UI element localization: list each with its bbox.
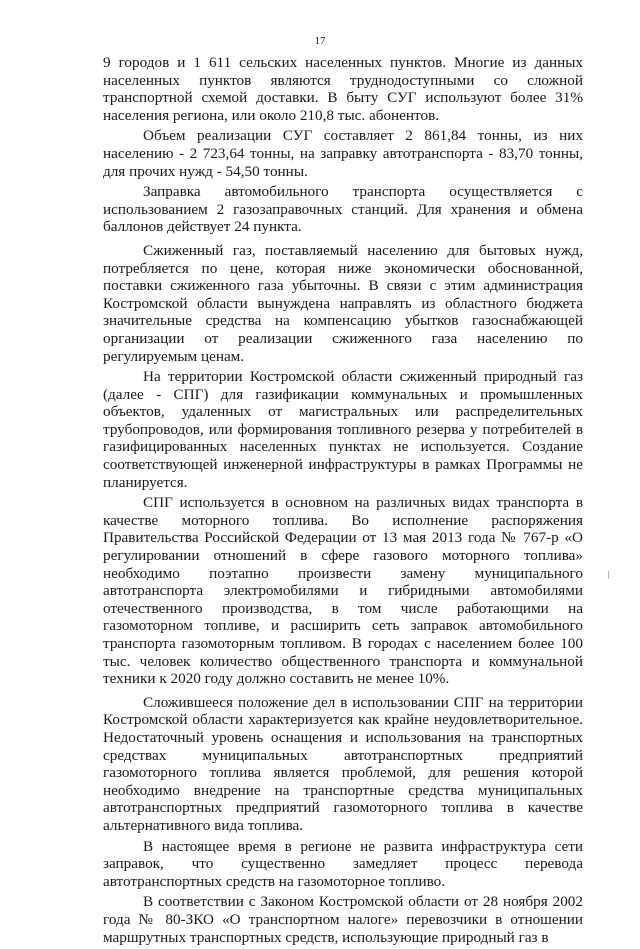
paragraph-9: В соответствии с Законом Костромской области от 28 ноября 2002 года № 80-ЗКО «О транспортном налоге» перевозчики в отношении маршрутных транспортных средств, использующие природный газ в: [103, 893, 583, 946]
paragraph-4: Сжиженный газ, поставляемый населению для бытовых нужд, потребляется по цене, которая ниже экономически обоснованной, поставки сжиженного газа убыточны. В связи с этим администрация Костромской области вынуждена направлять из областного бюджета значительные средства на компенсацию убытков газоснабжающей организации от реализации сжиженного газа населению по регулируемым ценам.: [103, 241, 583, 365]
paragraph-7: Сложившееся положение дел в использовании СПГ на территории Костромской области характеризуется как крайне неудовлетворительное. Недостаточный уровень оснащения и использования на транспортных средствах муниципальных автотранспортных предприятий газомоторного топлива является проблемой, для решения которой необходимо внедрение на транспортные средства муниципальных автотранспортных предприятий газомоторного топлива в качестве альтернативного вида топлива.: [103, 693, 583, 834]
paragraph-6: СПГ используется в основном на различных видах транспорта в качестве моторного топлива. Во исполнение распоряжения Правительства Российской Федерации от 13 мая 2013 года № 767-р «О регулировании отношений в сфере газового моторного топлива» необходимо поэтапно произвести замену муниципального автотранспорта электромобилями и гибридными автомобилями отечественного производства, в том числе работающими на газомоторном топливе, и расширить сеть заправок автомобильного транспорта газомоторным топливом. В городах с населением более 100 тыс. человек количество общественного транспорта и коммунальной техники к 2020 году должно составить не менее 10%.: [103, 494, 583, 688]
paragraph-5: На территории Костромской области сжиженный природный газ (далее - СПГ) для газификации коммунальных и промышленных объектов, удаленных от магистральных или распределительных трубопроводов, или формирования топливного резерва у потребителей в газифицированных населенных пунктах не используется. Создание соответствующей инженерной инфраструктуры в рамках Программы не планируется.: [103, 368, 583, 491]
margin-mark: [608, 571, 609, 579]
paragraph-2: Объем реализации СУГ составляет 2 861,84 тонны, из них населению - 2 723,64 тонны, на заправку автотранспорта - 83,70 тонны, для прочих нужд - 54,50 тонны.: [103, 127, 583, 180]
page-number: 17: [314, 35, 326, 47]
paragraph-3: Заправка автомобильного транспорта осуществляется с использованием 2 газозаправочных станций. Для хранения и обмена баллонов действует 24 пункта.: [103, 183, 583, 236]
document-body: [103, 54, 583, 949]
paragraph-1: 9 городов и 1 611 сельских населенных пунктов. Многие из данных населенных пунктов являются труднодоступными со сложной транспортной схемой доставки. В быту СУГ используют более 31% населения региона, или около 210,8 тыс. абонентов.: [103, 54, 583, 124]
paragraph-8: В настоящее время в регионе не развита инфраструктура сети заправок, что существенно замедляет процесс перевода автотранспортных средств на газомоторное топливо.: [103, 837, 583, 890]
